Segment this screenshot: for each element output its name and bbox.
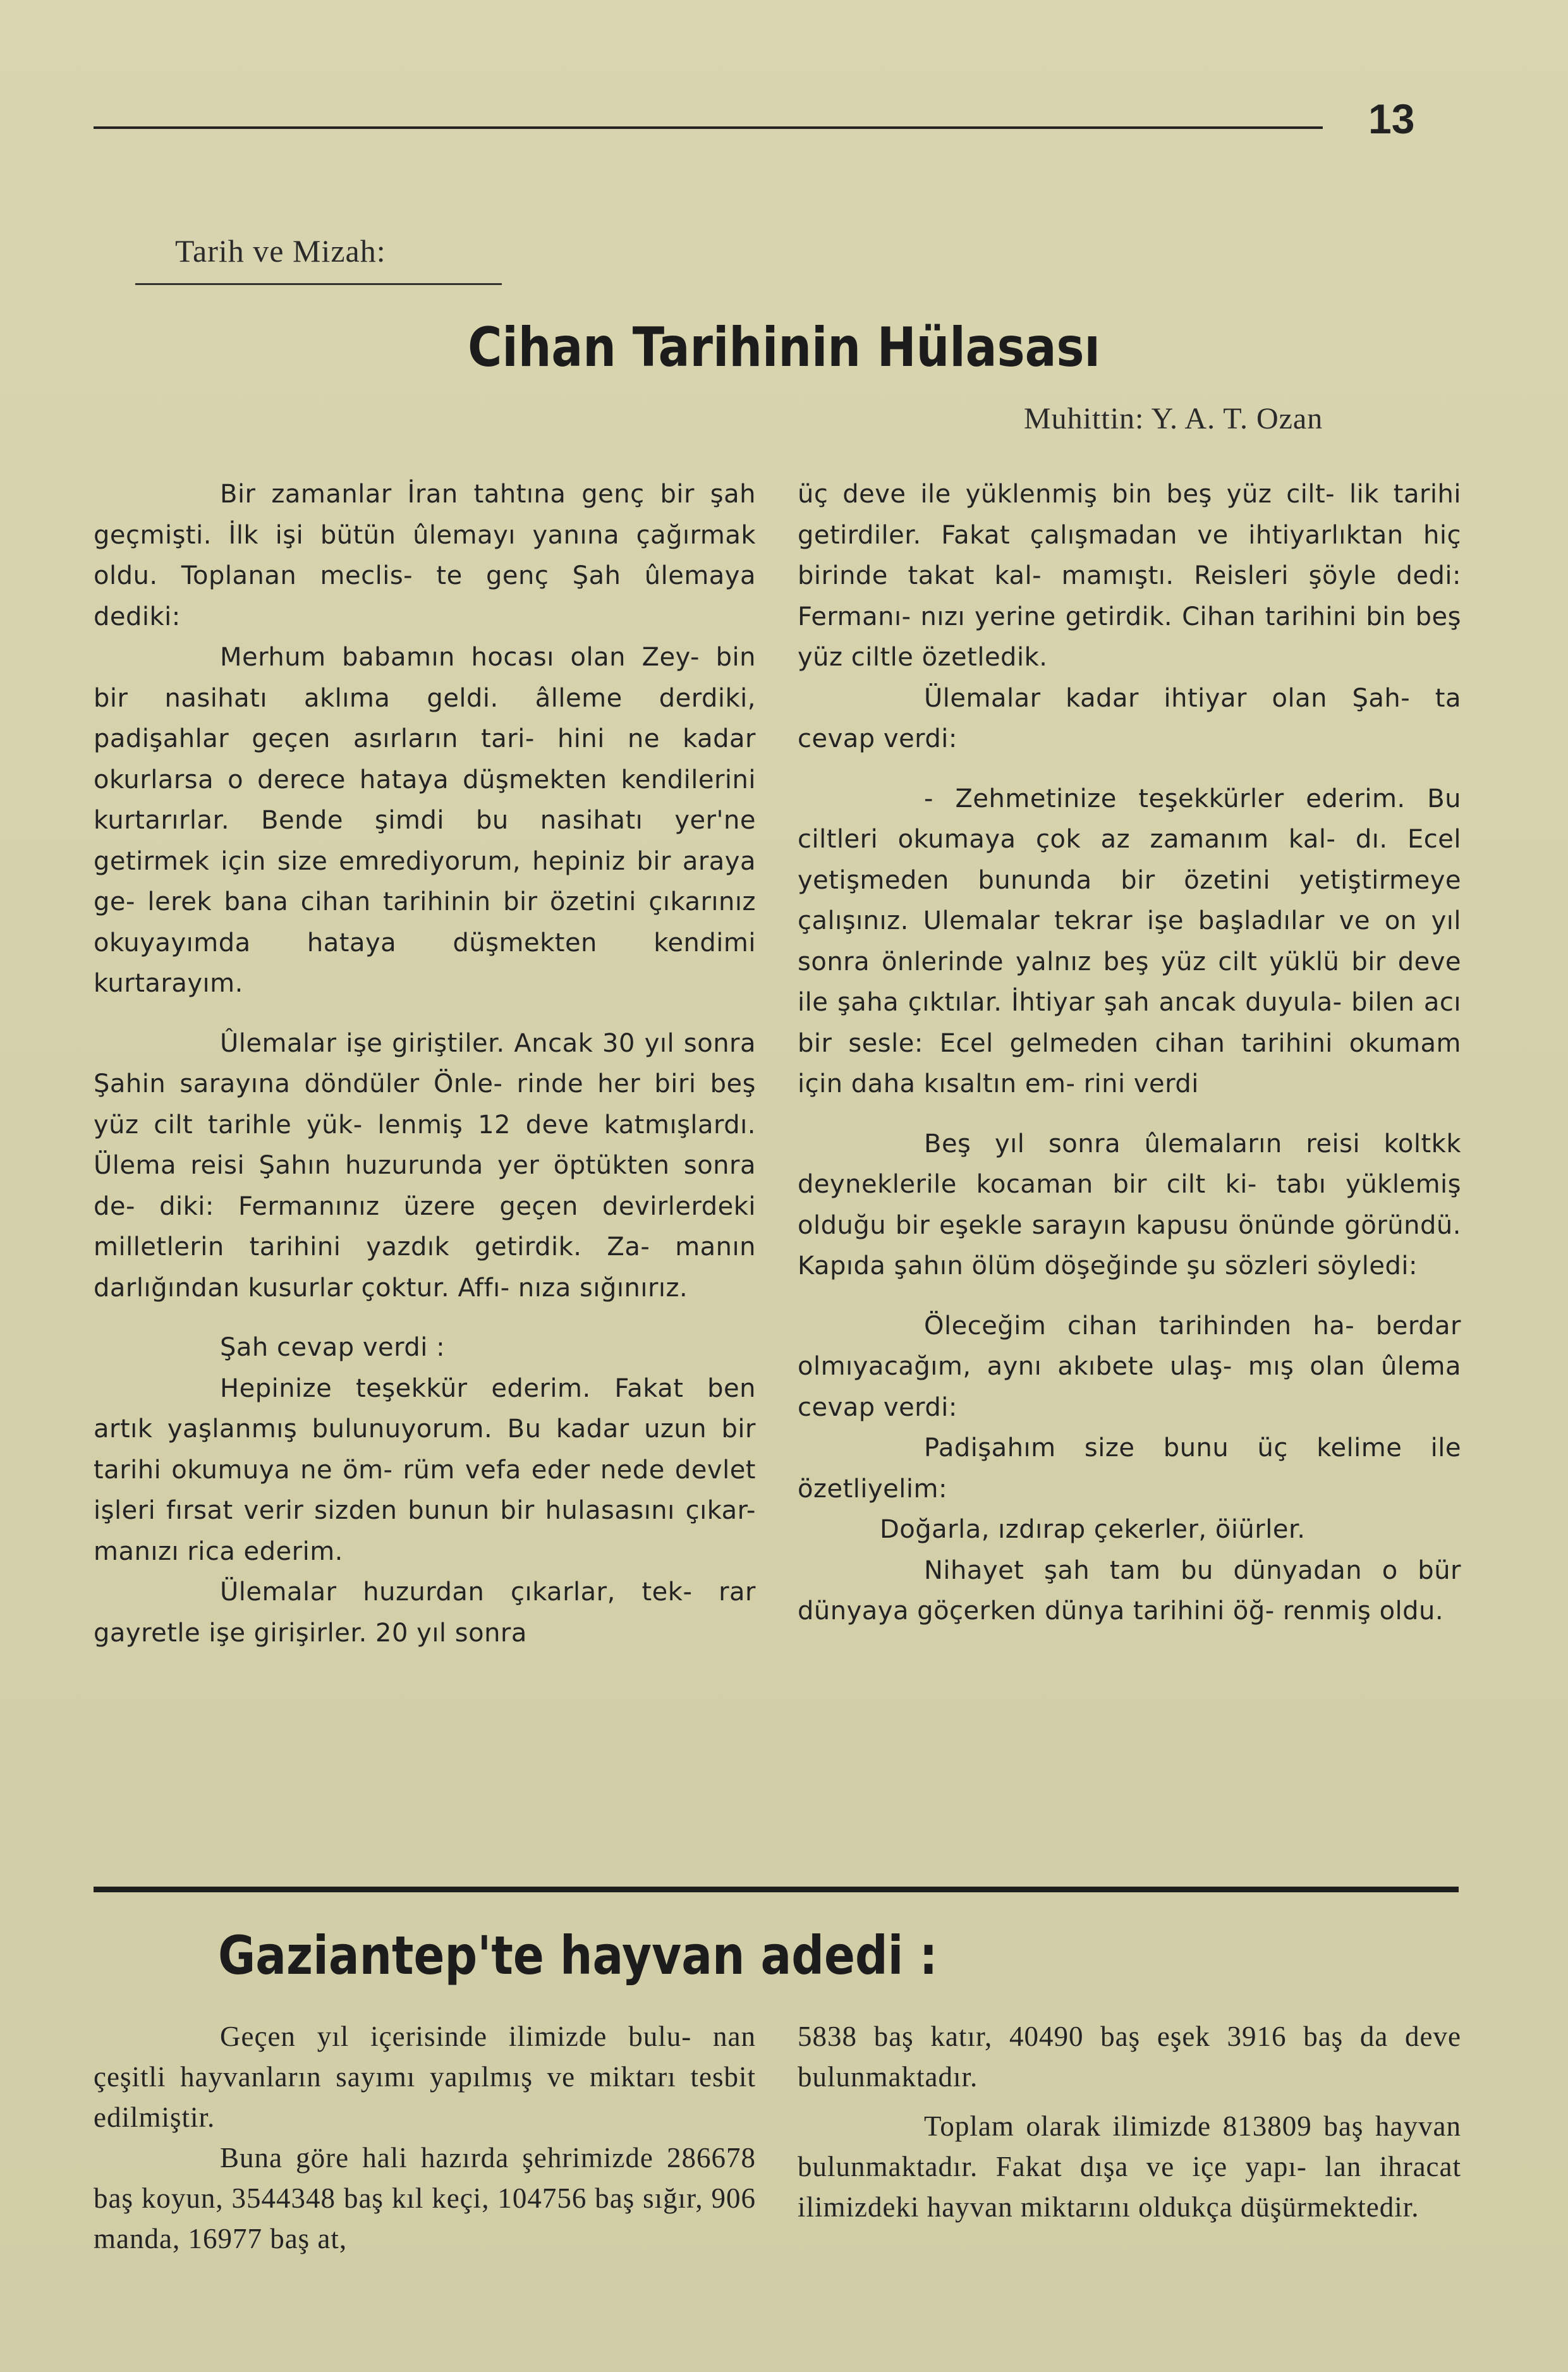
- paragraph: Ûlemalar işe giriştiler. Ancak 30 yıl sonra Şahin sarayına döndüler Önle- rinde her biri beş yüz cilt tarihle yük- lenmiş 12 deve katmışlardı. Ülema reisi Şahın huzurunda yer öptükten sonra de- diki: Fermanınız üzere geçen devirlerdeki milletlerin tarihini yazdık getirdik. Za- manın darlığından kusurlar çoktur. Affı- nıza sığınırız.: [94, 1028, 756, 1303]
- news-column-left: [94, 2016, 756, 2259]
- news-title: Gaziantep'te hayvan adedi :: [218, 1925, 938, 1986]
- paragraph: Şah cevap verdi :: [220, 1333, 446, 1362]
- paragraph: Beş yıl sonra ûlemaların reisi koltkk deyneklerile kocaman bir cilt ki- tabı yüklemiş olduğu bir eşekle sarayın kapusu önünde göründü. Kapıda şahın ölüm döşeğinde şu sözleri söyledi:: [798, 1129, 1461, 1280]
- news-column-right: [798, 2016, 1461, 2227]
- paragraph: Toplam olarak ilimizde 813809 baş hayvan bulunmaktadır. Fakat dışa ve içe yapı- lan ihracat ilimizdeki hayvan miktarını oldukça düşürmektedir.: [798, 2110, 1461, 2223]
- paragraph: üç deve ile yüklenmiş bin beş yüz cilt- lik tarihi getirdiler. Fakat çalışmadan ve ihtiyarlıktan hiç birinde takat kal- mamıştı. Reisleri şöyle dedi: Fermanı- nızı yerine getirdik. Cihan tarihini bin beş yüz ciltle özetledik.: [798, 480, 1461, 672]
- paragraph: Öleceğim cihan tarihinden ha- berdar olmıyacağım, aynı akıbete ulaş- mış olan ûlema cevap verdi:: [798, 1311, 1461, 1422]
- article-author: Muhittin: Y. A. T. Ozan: [1024, 402, 1323, 435]
- paragraph: Merhum babamın hocası olan Zey- bin bir nasihatı aklıma geldi. âlleme derdiki, padişahlar geçen asırların tari- hini ne kadar okurlarsa o derece hataya düşmekten kendilerini kurtarırlar. Bende şimdi bu nasihatı yer'ne getirmek için size emrediyorum, hepiniz bir araya ge- lerek bana cihan tarihinin bir özetini çıkarınız okuyayımda hataya düşmekten kendimi kurtarayım.: [94, 643, 756, 998]
- page-number: 13: [1368, 95, 1415, 142]
- article-column-left: [94, 474, 756, 1653]
- paragraph: Nihayet şah tam bu dünyadan o bür dünyaya göçerken dünya tarihini öğ- renmiş oldu.: [798, 1555, 1461, 1626]
- paragraph: Buna göre hali hazırda şehrimizde 286678 baş koyun, 3544348 baş kıl keçi, 104756 baş sığır, 906 manda, 16977 baş at,: [94, 2142, 756, 2254]
- paragraph: Doğarla, ızdırap çekerler, öiürler.: [880, 1515, 1306, 1544]
- paragraph: Padişahım size bunu üç kelime ile özetliyelim:: [798, 1433, 1461, 1504]
- paragraph: 5838 baş katır, 40490 baş eşek 3916 baş da deve bulunmaktadır.: [798, 2021, 1461, 2093]
- article-column-right: [798, 474, 1461, 1632]
- paragraph: Geçen yıl içerisinde ilimizde bulu- nan çeşitli hayvanların sayımı yapılmış ve miktarı tesbit edilmiştir.: [94, 2021, 756, 2133]
- paragraph: Ülemalar huzurdan çıkarlar, tek- rar gayretle işe girişirler. 20 yıl sonra: [94, 1578, 756, 1648]
- top-rule: [94, 126, 1323, 129]
- paragraph: Hepinize teşekkür ederim. Fakat ben artık yaşlanmış bulunuyorum. Bu kadar uzun bir tarihi okumuya ne öm- rüm vefa eder nede devlet işleri fırsat verir sizden bunun bir hulasasını çıkar- manızı rica ederim.: [94, 1373, 756, 1566]
- paragraph: Bir zamanlar İran tahtına genç bir şah geçmişti. İlk işi bütün ûlemayı yanına çağırmak oldu. Toplanan meclis- te genç Şah ûlemaya dediki:: [94, 480, 756, 631]
- section-rule: [135, 283, 502, 285]
- divider-rule: [94, 1887, 1459, 1892]
- section-label: Tarih ve Mizah:: [175, 233, 386, 269]
- paragraph: Ülemalar kadar ihtiyar olan Şah- ta cevap verdi:: [798, 683, 1461, 753]
- paragraph: - Zehmetinize teşekkürler ederim. Bu ciltleri okumaya çok az zamanım kal- dı. Ecel yetişmeden bununda bir özetini yetiştirmeye çalışınız. Ulemalar tekrar işe başladılar ve on yıl sonra önlerinde yalnız beş yüz cilt yüklü bir deve ile şaha çıktılar. İhtiyar şah ancak duyula- bilen acı bir sesle: Ecel gelmeden cihan tarihini okumam için daha kısaltın em- rini verdi: [798, 784, 1461, 1098]
- article-title: Cihan Tarihinin Hülasası: [468, 316, 1100, 379]
